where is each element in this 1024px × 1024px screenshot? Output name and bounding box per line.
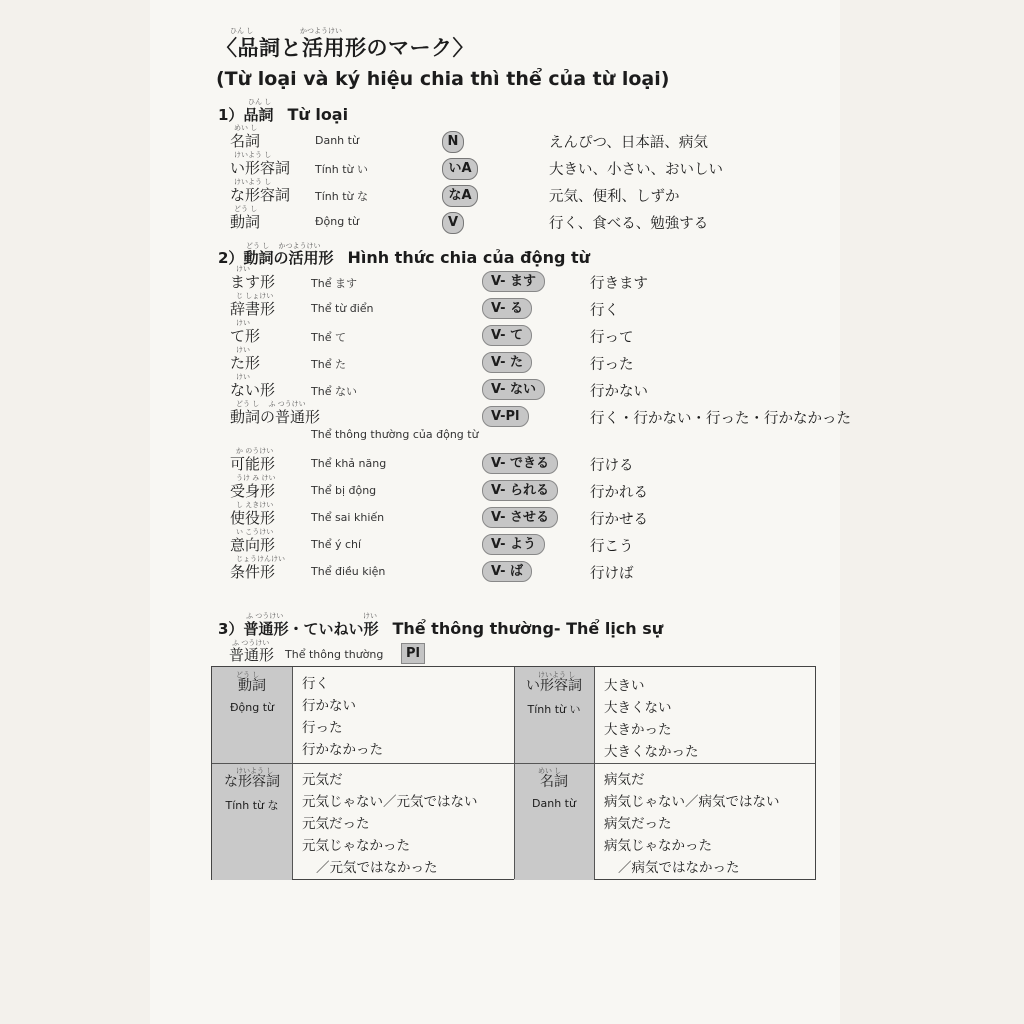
legend-ruby: ふ つうけい [232,639,270,647]
table-form-line: 行かない [302,698,356,714]
table-forms [302,769,478,879]
form-ja: 受身形 [230,482,276,500]
term-ja: 名詞 [230,132,261,150]
section3-number: 3） [218,620,244,638]
table-form-line: 元気じゃなかった [302,838,410,854]
form-example: 行かない [590,384,648,400]
table-divider [292,667,293,879]
table-label [212,667,292,714]
form-ruby: か のうけい [236,447,274,455]
table-forms [604,675,699,763]
form-ruby: し えきけい [236,501,274,509]
section1-title-ja: 品詞 [243,106,274,124]
form-vi: Thể た [311,358,346,371]
section3-title-ja: 普通形・ていねい形 [243,620,379,638]
form-ja: 意向形 [230,536,276,554]
table-label-vi: Danh từ [532,797,576,810]
table-form-line: 行く [302,676,329,692]
plain-form-table [211,666,816,880]
form-vi: Thể từ điển [311,302,374,315]
pos-mark: いA [442,158,478,180]
term-ja: な形容詞 [230,186,291,204]
table-label-vi: Động từ [230,701,274,714]
table-form-line: ／元気ではなかった [316,860,438,876]
section2-ruby: どう し かつようけい [246,242,321,250]
form-vi: Thể sai khiến [311,511,385,524]
section1-ruby: ひん し [248,98,272,106]
form-ja: て形 [230,327,261,345]
table-label [514,667,594,717]
form-ruby: い こうけい [236,528,274,536]
table-forms [604,769,780,879]
examples: 元気、便利、しずか [549,189,680,205]
section3-ruby-2: けい [363,612,377,620]
page-title-ja: 〈品詞と活用形のマーク〉 [216,36,474,60]
term-ja: い形容詞 [230,159,291,177]
table-form-line: 大きかった [604,722,672,738]
form-mark: V- よう [482,534,545,555]
form-vi: Thể điều kiện [311,565,386,578]
form-ruby: どう し ふ つうけい [236,400,306,408]
title-ruby-1: ひん し [230,27,254,35]
form-ruby: じょうけんけい [236,555,285,563]
form-mark: V- られる [482,480,558,501]
pos-mark: N [442,131,464,153]
form-mark: V- て [482,325,532,346]
form-mark: V- できる [482,453,558,474]
table-form-line: 元気じゃない／元気ではない [302,794,478,810]
section2-heading [218,247,590,268]
form-example: 行って [590,330,634,346]
form-ja: ない形 [230,381,276,399]
form-mark: V- た [482,352,532,373]
form-vi: Thể khả năng [311,457,387,470]
form-ja: ます形 [230,273,276,291]
table-label-ja: 名詞 [540,774,568,790]
term-ruby: けいよう し [234,151,272,159]
term-ruby: けいよう し [234,178,272,186]
table-forms [302,673,383,761]
form-mark: V-Pl [482,406,529,427]
table-divider [594,667,595,879]
table-form-line: 元気だ [302,772,343,788]
table-form-line: 元気だった [302,816,370,832]
form-example: 行かせる [590,512,648,528]
form-mark: V- させる [482,507,558,528]
form-example: 行こう [590,539,634,555]
table-form-line: 大きくなかった [604,744,699,760]
term-vi: Động từ [315,215,359,228]
term-ja: 動詞 [230,213,261,231]
form-ruby: けい [236,265,250,273]
section3-heading [218,618,663,639]
section3-title-vi: Thể thông thường- Thể lịch sự [392,619,664,638]
form-ja: た形 [230,354,261,372]
form-example: 行ける [590,458,634,474]
form-example: 行く [590,303,619,319]
table-label-ja: な形容詞 [224,774,280,790]
table-form-line: 行かなかった [302,742,383,758]
table-form-line: 病気だ [604,772,645,788]
form-mark: V- ば [482,561,532,582]
form-ja: 辞書形 [230,300,276,318]
term-ruby: めい し [234,124,258,132]
legend-term: 普通形 [229,646,275,664]
form-mark: V- る [482,298,532,319]
form-mark: V- ます [482,271,545,292]
term-vi: Tính từ な [315,190,368,203]
table-form-line: ／病気ではなかった [618,860,740,876]
form-ruby: けい [236,346,250,354]
form-example: 行けば [590,566,634,582]
table-label [212,763,292,813]
table-label [514,763,594,810]
section2-title-ja: 動詞の活用形 [243,249,334,267]
form-example: 行きます [590,276,648,292]
pos-mark: V [442,212,464,234]
table-label-vi: Tính từ い [527,703,581,716]
term-vi: Tính từ い [315,163,368,176]
table-form-line: 病気じゃない／病気ではない [604,794,780,810]
form-mark: V- ない [482,379,545,400]
table-label-ruby: けいよう し [236,767,274,775]
table-label-ruby: めい し [538,767,562,775]
examples: 行く、食べる、勉強する [549,216,709,232]
page-title-vi: (Từ loại và ký hiệu chia thì thể của từ loại) [216,68,670,90]
section2-number: 2） [218,249,244,267]
form-vi: Thể ý chí [311,538,362,551]
form-ja: 可能形 [230,455,276,473]
form-vi: Thể て [311,331,346,344]
table-label-vi: Tính từ な [225,799,279,812]
legend-mark: Pl [401,643,425,664]
legend-vi: Thể thông thường [285,648,384,661]
pos-mark: なA [442,185,478,207]
form-ja: 使役形 [230,509,276,527]
table-form-line: 病気じゃなかった [604,838,712,854]
table-form-line: 大きくない [604,700,672,716]
form-example: 行った [590,357,634,373]
form-example: 行く・行かない・行った・行かなかった [590,411,851,427]
form-vi: Thể bị động [311,484,377,497]
table-form-line: 病気だった [604,816,672,832]
form-ja: 条件形 [230,563,276,581]
table-form-line: 大きい [604,678,645,694]
form-ja: 動詞の普通形 [230,408,321,426]
section1-heading [218,104,348,125]
term-ruby: どう し [234,205,258,213]
form-ruby: じ しょけい [236,292,274,300]
form-ruby: けい [236,373,250,381]
examples: 大きい、小さい、おいしい [549,162,723,178]
section1-number: 1） [218,106,244,124]
term-vi: Danh từ [315,134,359,147]
form-vi: Thể ます [311,277,357,290]
table-label-ja: い形容詞 [526,678,582,694]
form-ruby: けい [236,319,250,327]
examples: えんぴつ、日本語、病気 [549,135,708,151]
table-label-ja: 動詞 [238,678,266,694]
form-vi: Thể thông thường của động từ [311,428,479,441]
form-example: 行かれる [590,485,648,501]
table-form-line: 行った [302,720,343,736]
section2-title-vi: Hình thức chia của động từ [347,248,591,267]
form-vi: Thể ない [311,385,357,398]
table-label-ruby: けいよう し [538,671,576,679]
section1-title-vi: Từ loại [287,105,349,124]
title-ruby-2: かつようけい [300,27,342,35]
table-label-ruby: どう し [236,671,260,679]
form-ruby: うけ み けい [236,474,276,482]
section3-ruby-1: ふ つうけい [246,612,284,620]
